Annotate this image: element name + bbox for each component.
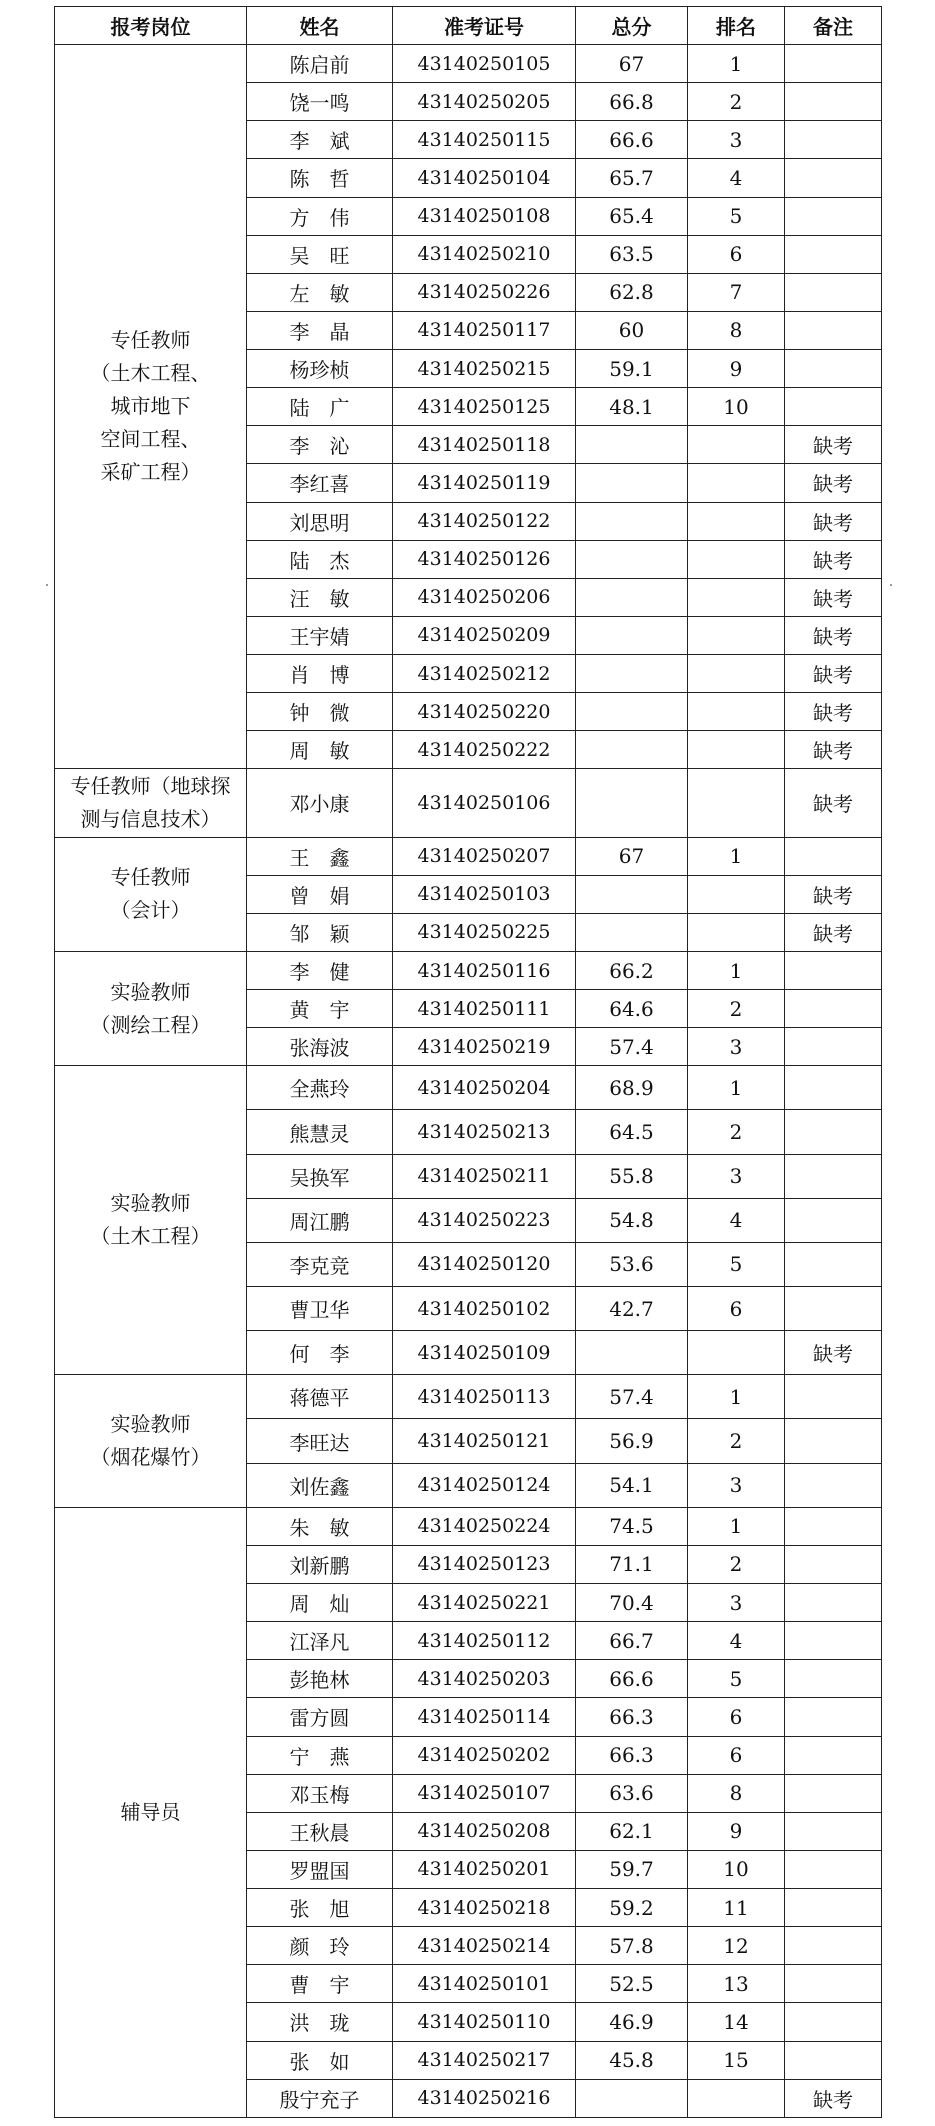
name-cell: 周江鹏 — [247, 1198, 393, 1242]
remark-cell: 缺考 — [785, 616, 882, 654]
position-cell: 专任教师 （会计） — [55, 837, 247, 951]
remark-cell — [785, 1965, 882, 2003]
exam-id-cell: 43140250120 — [393, 1242, 576, 1286]
rank-cell — [688, 464, 785, 502]
name-cell: 全燕玲 — [247, 1066, 393, 1110]
remark-cell — [785, 273, 882, 311]
score-cell: 66.6 — [576, 121, 688, 159]
rank-cell: 11 — [688, 1889, 785, 1927]
exam-id-cell: 43140250221 — [393, 1584, 576, 1622]
exam-id-cell: 43140250226 — [393, 273, 576, 311]
exam-id-cell: 43140250119 — [393, 464, 576, 502]
name-cell: 何 李 — [247, 1331, 393, 1375]
exam-id-cell: 43140250115 — [393, 121, 576, 159]
rank-cell: 4 — [688, 1622, 785, 1660]
scan-mark-right — [890, 584, 892, 586]
score-cell: 62.8 — [576, 273, 688, 311]
exam-id-cell: 43140250110 — [393, 2003, 576, 2041]
name-cell: 李 健 — [247, 951, 393, 989]
name-cell: 刘思明 — [247, 502, 393, 540]
remark-cell — [785, 1028, 882, 1066]
name-cell: 洪 珑 — [247, 2003, 393, 2041]
score-cell: 59.1 — [576, 350, 688, 388]
score-cell: 59.7 — [576, 1850, 688, 1888]
remark-cell — [785, 1242, 882, 1286]
table-row — [55, 1507, 882, 1545]
score-cell: 71.1 — [576, 1545, 688, 1583]
header-name: 姓名 — [247, 7, 393, 45]
exam-id-cell: 43140250122 — [393, 502, 576, 540]
name-cell: 宁 燕 — [247, 1736, 393, 1774]
remark-cell — [785, 1375, 882, 1419]
exam-id-cell: 43140250216 — [393, 2079, 576, 2117]
table-row — [55, 1375, 882, 1419]
score-cell — [576, 769, 688, 837]
score-cell — [576, 426, 688, 464]
position-cell: 辅导员 — [55, 1507, 247, 2117]
exam-id-cell: 43140250212 — [393, 655, 576, 693]
remark-cell — [785, 1736, 882, 1774]
rank-cell: 3 — [688, 1463, 785, 1507]
exam-id-cell: 43140250106 — [393, 769, 576, 837]
exam-id-cell: 43140250218 — [393, 1889, 576, 1927]
remark-cell — [785, 1110, 882, 1154]
score-cell: 63.6 — [576, 1774, 688, 1812]
score-cell: 67 — [576, 837, 688, 875]
position-cell: 实验教师 （土木工程） — [55, 1066, 247, 1375]
exam-id-cell: 43140250206 — [393, 578, 576, 616]
rank-cell: 6 — [688, 1736, 785, 1774]
exam-id-cell: 43140250215 — [393, 350, 576, 388]
remark-cell — [785, 1660, 882, 1698]
exam-id-cell: 43140250109 — [393, 1331, 576, 1375]
remark-cell — [785, 1154, 882, 1198]
remark-cell — [785, 1774, 882, 1812]
exam-id-cell: 43140250220 — [393, 693, 576, 731]
name-cell: 饶一鸣 — [247, 83, 393, 121]
table-row — [55, 45, 882, 83]
exam-id-cell: 43140250103 — [393, 875, 576, 913]
name-cell: 方 伟 — [247, 197, 393, 235]
name-cell: 熊慧灵 — [247, 1110, 393, 1154]
remark-cell — [785, 1419, 882, 1463]
header-score: 总分 — [576, 7, 688, 45]
score-cell — [576, 502, 688, 540]
name-cell: 钟 微 — [247, 693, 393, 731]
position-cell: 专任教师 （土木工程、 城市地下 空间工程、 采矿工程） — [55, 45, 247, 769]
rank-cell: 6 — [688, 235, 785, 273]
table-row — [55, 837, 882, 875]
rank-cell: 14 — [688, 2003, 785, 2041]
header-row — [55, 7, 882, 45]
score-cell — [576, 540, 688, 578]
rank-cell: 5 — [688, 197, 785, 235]
remark-cell: 缺考 — [785, 655, 882, 693]
name-cell: 邓小康 — [247, 769, 393, 837]
exam-id-cell: 43140250125 — [393, 388, 576, 426]
remark-cell: 缺考 — [785, 464, 882, 502]
remark-cell — [785, 1927, 882, 1965]
remark-cell: 缺考 — [785, 1331, 882, 1375]
remark-cell — [785, 121, 882, 159]
name-cell: 陆 杰 — [247, 540, 393, 578]
name-cell: 江泽凡 — [247, 1622, 393, 1660]
exam-id-cell: 43140250219 — [393, 1028, 576, 1066]
score-cell — [576, 1331, 688, 1375]
remark-cell: 缺考 — [785, 731, 882, 769]
rank-cell — [688, 578, 785, 616]
name-cell: 曹 宇 — [247, 1965, 393, 2003]
rank-cell: 4 — [688, 159, 785, 197]
exam-id-cell: 43140250102 — [393, 1287, 576, 1331]
name-cell: 罗盟国 — [247, 1850, 393, 1888]
name-cell: 周 敏 — [247, 731, 393, 769]
score-cell: 66.2 — [576, 951, 688, 989]
score-cell — [576, 616, 688, 654]
rank-cell: 5 — [688, 1242, 785, 1286]
remark-cell: 缺考 — [785, 426, 882, 464]
exam-id-cell: 43140250113 — [393, 1375, 576, 1419]
score-cell — [576, 875, 688, 913]
remark-cell — [785, 235, 882, 273]
rank-cell: 4 — [688, 1198, 785, 1242]
name-cell: 邹 颖 — [247, 913, 393, 951]
exam-id-cell: 43140250223 — [393, 1198, 576, 1242]
remark-cell — [785, 197, 882, 235]
exam-id-cell: 43140250205 — [393, 83, 576, 121]
rank-cell: 2 — [688, 990, 785, 1028]
remark-cell — [785, 1463, 882, 1507]
exam-id-cell: 43140250126 — [393, 540, 576, 578]
name-cell: 颜 玲 — [247, 1927, 393, 1965]
score-cell — [576, 731, 688, 769]
exam-id-cell: 43140250207 — [393, 837, 576, 875]
score-cell: 57.4 — [576, 1375, 688, 1419]
name-cell: 张 如 — [247, 2041, 393, 2079]
exam-id-cell: 43140250203 — [393, 1660, 576, 1698]
score-cell: 45.8 — [576, 2041, 688, 2079]
score-cell: 56.9 — [576, 1419, 688, 1463]
name-cell: 张 旭 — [247, 1889, 393, 1927]
position-cell: 专任教师（地球探 测与信息技术） — [55, 769, 247, 837]
name-cell: 李 晶 — [247, 311, 393, 349]
score-cell: 68.9 — [576, 1066, 688, 1110]
remark-cell — [785, 83, 882, 121]
exam-id-cell: 43140250111 — [393, 990, 576, 1028]
exam-id-cell: 43140250201 — [393, 1850, 576, 1888]
table-body — [55, 45, 882, 2118]
name-cell: 李克竞 — [247, 1242, 393, 1286]
exam-id-cell: 43140250208 — [393, 1812, 576, 1850]
score-cell: 57.8 — [576, 1927, 688, 1965]
score-cell: 54.8 — [576, 1198, 688, 1242]
remark-cell: 缺考 — [785, 693, 882, 731]
score-cell: 66.3 — [576, 1736, 688, 1774]
rank-cell — [688, 693, 785, 731]
remark-cell — [785, 837, 882, 875]
exam-id-cell: 43140250104 — [393, 159, 576, 197]
name-cell: 邓玉梅 — [247, 1774, 393, 1812]
rank-cell: 15 — [688, 2041, 785, 2079]
remark-cell — [785, 1850, 882, 1888]
score-cell: 55.8 — [576, 1154, 688, 1198]
name-cell: 王秋晨 — [247, 1812, 393, 1850]
rank-cell — [688, 502, 785, 540]
rank-cell — [688, 655, 785, 693]
exam-id-cell: 43140250202 — [393, 1736, 576, 1774]
scan-mark-left — [46, 584, 48, 586]
rank-cell: 3 — [688, 1584, 785, 1622]
name-cell: 彭艳林 — [247, 1660, 393, 1698]
score-cell: 54.1 — [576, 1463, 688, 1507]
name-cell: 殷宁充子 — [247, 2079, 393, 2117]
score-cell: 52.5 — [576, 1965, 688, 2003]
name-cell: 刘佐鑫 — [247, 1463, 393, 1507]
remark-cell — [785, 1698, 882, 1736]
name-cell: 刘新鹏 — [247, 1545, 393, 1583]
name-cell: 曾 娟 — [247, 875, 393, 913]
score-cell — [576, 578, 688, 616]
score-cell — [576, 464, 688, 502]
remark-cell: 缺考 — [785, 502, 882, 540]
rank-cell — [688, 731, 785, 769]
exam-id-cell: 43140250225 — [393, 913, 576, 951]
header-position: 报考岗位 — [55, 7, 247, 45]
exam-id-cell: 43140250107 — [393, 1774, 576, 1812]
score-cell: 66.7 — [576, 1622, 688, 1660]
exam-id-cell: 43140250204 — [393, 1066, 576, 1110]
score-cell: 70.4 — [576, 1584, 688, 1622]
rank-cell: 3 — [688, 1154, 785, 1198]
score-cell — [576, 655, 688, 693]
remark-cell: 缺考 — [785, 540, 882, 578]
header-rank: 排名 — [688, 7, 785, 45]
score-cell — [576, 2079, 688, 2117]
rank-cell: 5 — [688, 1660, 785, 1698]
header-exam-id: 准考证号 — [393, 7, 576, 45]
rank-cell — [688, 540, 785, 578]
rank-cell — [688, 426, 785, 464]
table-row — [55, 951, 882, 989]
name-cell: 陈 哲 — [247, 159, 393, 197]
name-cell: 张海波 — [247, 1028, 393, 1066]
name-cell: 汪 敏 — [247, 578, 393, 616]
rank-cell: 13 — [688, 1965, 785, 2003]
exam-id-cell: 43140250117 — [393, 311, 576, 349]
table-row — [55, 769, 882, 837]
rank-cell: 10 — [688, 388, 785, 426]
header-remark: 备注 — [785, 7, 882, 45]
rank-cell — [688, 769, 785, 837]
exam-results-table — [54, 6, 882, 2118]
rank-cell: 6 — [688, 1287, 785, 1331]
rank-cell: 8 — [688, 311, 785, 349]
remark-cell — [785, 951, 882, 989]
exam-id-cell: 43140250211 — [393, 1154, 576, 1198]
rank-cell — [688, 875, 785, 913]
name-cell: 李 沁 — [247, 426, 393, 464]
remark-cell: 缺考 — [785, 875, 882, 913]
rank-cell: 1 — [688, 951, 785, 989]
name-cell: 陆 广 — [247, 388, 393, 426]
exam-id-cell: 43140250222 — [393, 731, 576, 769]
rank-cell: 6 — [688, 1698, 785, 1736]
score-cell: 53.6 — [576, 1242, 688, 1286]
score-cell: 63.5 — [576, 235, 688, 273]
remark-cell — [785, 1584, 882, 1622]
name-cell: 雷方圆 — [247, 1698, 393, 1736]
rank-cell — [688, 616, 785, 654]
rank-cell: 2 — [688, 1419, 785, 1463]
score-cell: 62.1 — [576, 1812, 688, 1850]
exam-id-cell: 43140250224 — [393, 1507, 576, 1545]
name-cell: 李旺达 — [247, 1419, 393, 1463]
remark-cell — [785, 1889, 882, 1927]
table-row — [55, 1066, 882, 1110]
exam-id-cell: 43140250116 — [393, 951, 576, 989]
remark-cell — [785, 311, 882, 349]
remark-cell — [785, 2003, 882, 2041]
rank-cell — [688, 2079, 785, 2117]
remark-cell — [785, 159, 882, 197]
rank-cell: 1 — [688, 1507, 785, 1545]
score-cell: 64.6 — [576, 990, 688, 1028]
rank-cell: 9 — [688, 350, 785, 388]
rank-cell: 9 — [688, 1812, 785, 1850]
score-cell: 65.7 — [576, 159, 688, 197]
exam-id-cell: 43140250124 — [393, 1463, 576, 1507]
name-cell: 吴 旺 — [247, 235, 393, 273]
name-cell: 吴换军 — [247, 1154, 393, 1198]
exam-id-cell: 43140250101 — [393, 1965, 576, 2003]
score-cell — [576, 693, 688, 731]
name-cell: 左 敏 — [247, 273, 393, 311]
remark-cell: 缺考 — [785, 578, 882, 616]
exam-id-cell: 43140250118 — [393, 426, 576, 464]
rank-cell: 8 — [688, 1774, 785, 1812]
rank-cell — [688, 1331, 785, 1375]
remark-cell — [785, 2041, 882, 2079]
score-cell: 65.4 — [576, 197, 688, 235]
exam-id-cell: 43140250214 — [393, 1927, 576, 1965]
rank-cell: 1 — [688, 45, 785, 83]
name-cell: 李红喜 — [247, 464, 393, 502]
name-cell: 王宇婧 — [247, 616, 393, 654]
remark-cell — [785, 1198, 882, 1242]
exam-id-cell: 43140250105 — [393, 45, 576, 83]
remark-cell — [785, 1507, 882, 1545]
remark-cell — [785, 350, 882, 388]
remark-cell — [785, 388, 882, 426]
rank-cell: 1 — [688, 837, 785, 875]
name-cell: 杨珍桢 — [247, 350, 393, 388]
name-cell: 王 鑫 — [247, 837, 393, 875]
exam-id-cell: 43140250121 — [393, 1419, 576, 1463]
exam-id-cell: 43140250123 — [393, 1545, 576, 1583]
exam-id-cell: 43140250108 — [393, 197, 576, 235]
score-cell: 42.7 — [576, 1287, 688, 1331]
rank-cell — [688, 913, 785, 951]
exam-id-cell: 43140250112 — [393, 1622, 576, 1660]
score-cell: 59.2 — [576, 1889, 688, 1927]
exam-id-cell: 43140250217 — [393, 2041, 576, 2079]
remark-cell — [785, 990, 882, 1028]
remark-cell: 缺考 — [785, 769, 882, 837]
name-cell: 蒋德平 — [247, 1375, 393, 1419]
rank-cell: 7 — [688, 273, 785, 311]
remark-cell — [785, 1066, 882, 1110]
score-cell: 66.6 — [576, 1660, 688, 1698]
rank-cell: 1 — [688, 1066, 785, 1110]
remark-cell: 缺考 — [785, 913, 882, 951]
exam-id-cell: 43140250114 — [393, 1698, 576, 1736]
rank-cell: 3 — [688, 121, 785, 159]
rank-cell: 2 — [688, 1110, 785, 1154]
remark-cell — [785, 1287, 882, 1331]
name-cell: 肖 博 — [247, 655, 393, 693]
name-cell: 曹卫华 — [247, 1287, 393, 1331]
score-cell: 66.3 — [576, 1698, 688, 1736]
score-cell: 67 — [576, 45, 688, 83]
name-cell: 朱 敏 — [247, 1507, 393, 1545]
score-cell: 48.1 — [576, 388, 688, 426]
score-cell: 46.9 — [576, 2003, 688, 2041]
remark-cell: 缺考 — [785, 2079, 882, 2117]
rank-cell: 2 — [688, 1545, 785, 1583]
exam-id-cell: 43140250210 — [393, 235, 576, 273]
score-cell: 74.5 — [576, 1507, 688, 1545]
score-cell: 57.4 — [576, 1028, 688, 1066]
name-cell: 黄 宇 — [247, 990, 393, 1028]
exam-id-cell: 43140250209 — [393, 616, 576, 654]
position-cell: 实验教师 （烟花爆竹） — [55, 1375, 247, 1507]
remark-cell — [785, 45, 882, 83]
rank-cell: 10 — [688, 1850, 785, 1888]
name-cell: 周 灿 — [247, 1584, 393, 1622]
score-cell: 64.5 — [576, 1110, 688, 1154]
rank-cell: 1 — [688, 1375, 785, 1419]
score-cell — [576, 913, 688, 951]
score-cell: 60 — [576, 311, 688, 349]
remark-cell — [785, 1622, 882, 1660]
rank-cell: 3 — [688, 1028, 785, 1066]
remark-cell — [785, 1812, 882, 1850]
score-cell: 66.8 — [576, 83, 688, 121]
position-cell: 实验教师 （测绘工程） — [55, 951, 247, 1065]
name-cell: 李 斌 — [247, 121, 393, 159]
name-cell: 陈启前 — [247, 45, 393, 83]
exam-id-cell: 43140250213 — [393, 1110, 576, 1154]
rank-cell: 12 — [688, 1927, 785, 1965]
remark-cell — [785, 1545, 882, 1583]
rank-cell: 2 — [688, 83, 785, 121]
